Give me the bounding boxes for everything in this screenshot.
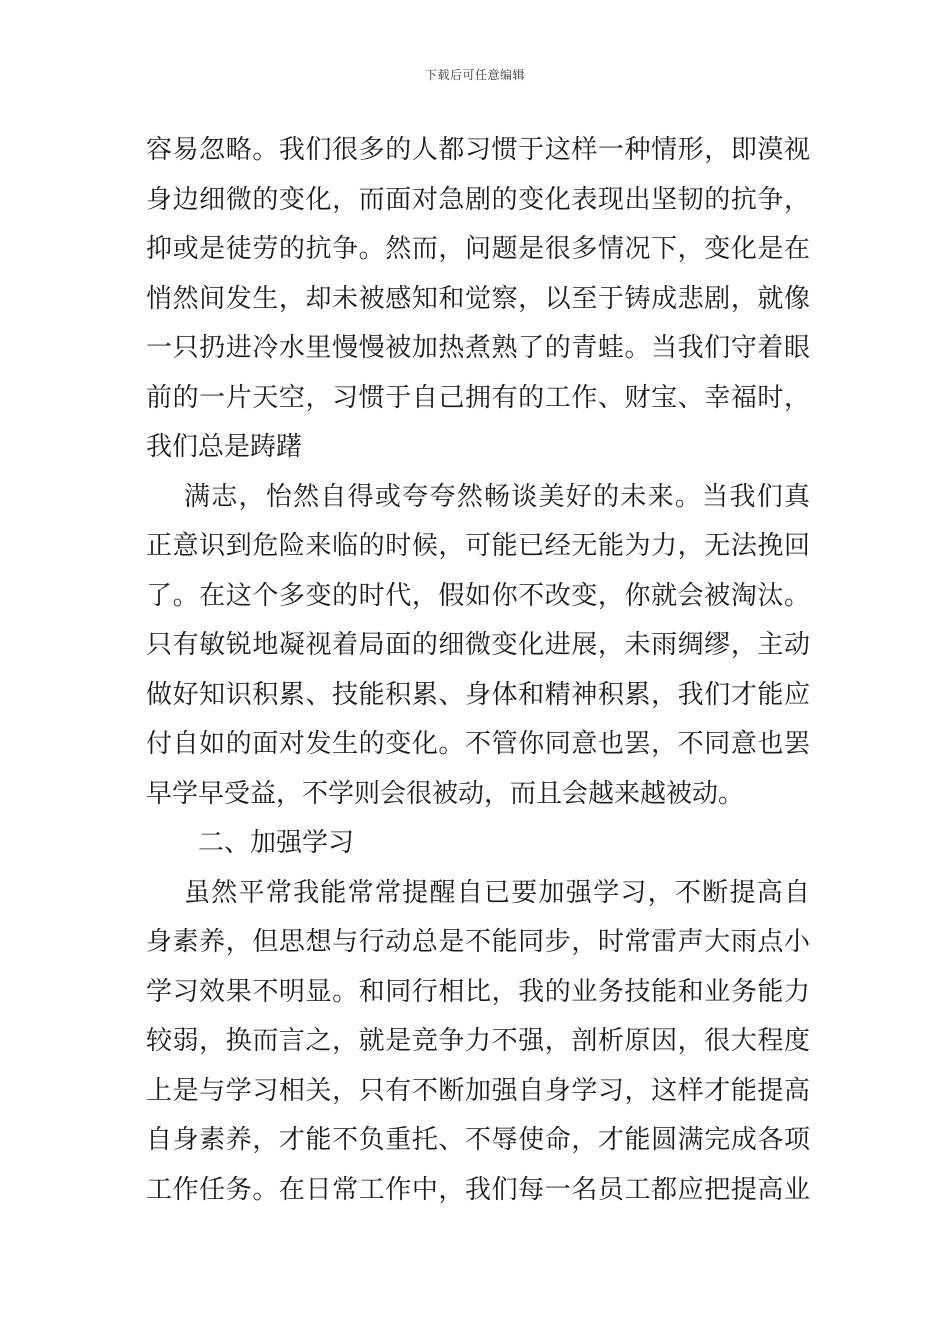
text-line: 满志，怡然自得或夸夸然畅谈美好的未来。当我们真: [184, 481, 810, 512]
text-line: 抑或是徒劳的抗争。然而，问题是很多情况下，变化是在: [146, 234, 810, 264]
paragraph: [146, 869, 810, 1216]
text-line: 我们总是踌躇: [146, 432, 303, 462]
text-line: 早学早受益，不学则会很被动，而且会越来越被动。: [146, 778, 745, 809]
section-heading: [146, 819, 810, 869]
text-line: 自身素养，才能不负重托、不辱使命，才能圆满完成各项: [146, 1125, 810, 1155]
text-line: 了。在这个多变的时代，假如你不改变，你就会被淘汰。: [146, 580, 810, 611]
text-line: 学习效果不明显。和同行相比，我的业务技能和业务能力: [146, 976, 810, 1007]
text-line: 容易忽略。我们很多的人都习惯于这样一种情形，即漠视: [146, 135, 810, 165]
text-line: 悄然间发生，却未被感知和觉察，以至于铸成悲剧，就像: [146, 283, 810, 314]
text-line: 一只扔进冷水里慢慢被加热煮熟了的青蛙。当我们守着眼: [146, 333, 810, 363]
paragraph: [146, 473, 810, 820]
text-line: 身素养，但思想与行动总是不能同步，时常雷声大雨点小: [146, 927, 810, 957]
document-body: [146, 126, 810, 1215]
text-line: 上是与学习相关，只有不断加强自身学习，这样才能提高: [146, 1075, 810, 1106]
text-line: 虽然平常我能常常提醒自已要加强学习，不断提高自: [184, 877, 810, 908]
page-header-note: 下载后可任意编辑: [424, 68, 525, 82]
text-line: 身边细微的变化，而面对急剧的变化表现出坚韧的抗争，: [146, 184, 810, 215]
text-line: 做好知识积累、技能积累、身体和精神积累，我们才能应: [146, 679, 810, 710]
text-line: 正意识到危险来临的时候，可能已经无能为力，无法挽回: [146, 531, 810, 561]
text-line: 只有敏锐地凝视着局面的细微变化进展，未雨绸缪，主动: [146, 630, 810, 660]
text-line: 较弱，换而言之，就是竞争力不强，剖析原因，很大程度: [146, 1026, 810, 1056]
text-line: 前的一片天空，习惯于自己拥有的工作、财宝、幸福时，: [146, 382, 810, 413]
paragraph: [146, 126, 810, 473]
heading-text: 二、加强学习: [198, 828, 355, 858]
text-line: 付自如的面对发生的变化。不管你同意也罢，不同意也罢: [146, 729, 810, 759]
text-line: 工作任务。在日常工作中，我们每一名员工都应把提高业: [146, 1174, 810, 1205]
